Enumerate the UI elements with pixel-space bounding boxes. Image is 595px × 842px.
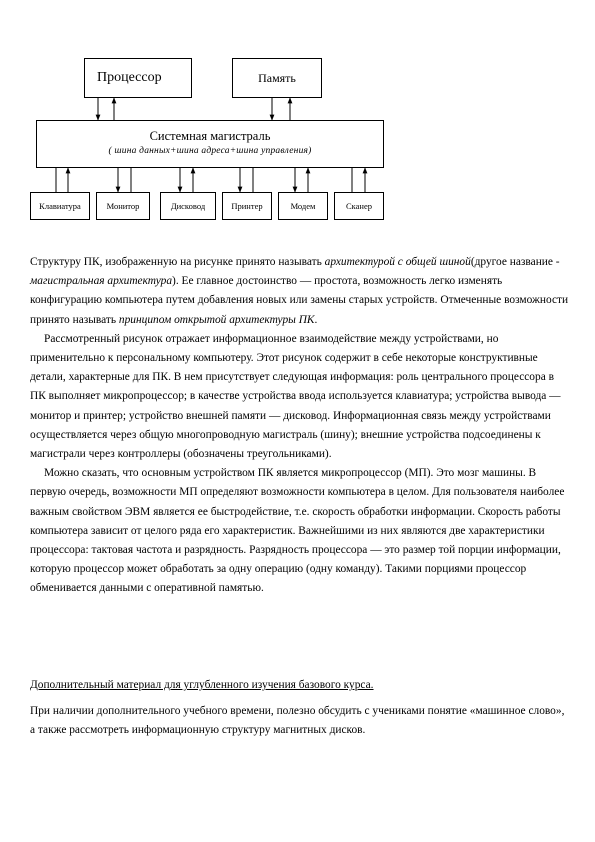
printer-connector	[240, 168, 253, 192]
device-keyboard	[30, 192, 90, 220]
device-monitor	[96, 192, 150, 220]
processor-label: Процессор	[97, 70, 162, 85]
processor-box	[84, 58, 192, 98]
system-bus-box	[36, 120, 384, 168]
device-printer	[222, 192, 272, 220]
term-open-architecture: принципом открытой архитектуры ПК	[118, 313, 315, 326]
section-heading: Дополнительный материал для углубленного изучения базового курса.	[30, 679, 374, 691]
paragraph-interaction: Рассмотренный рисунок отражает информационное взаимодействие между устройствами, но применительно к персональному компьютеру. Этот рисунок содержит в себе некоторые конструктивные детали, характерные для ПК. В нем присутствует следующая информация: роль центрального процессора в ПК выполняет микропроцессор; в качестве устройства ввода используется клавиатура; устройства вывода — монитор и принтер; устройство внешней памяти — дисковод. Информационная связь между устройствами осуществляется через общую многопроводную магистраль (шину); внешние устройства подсоединены к магистрали через контроллеры (обозначены треугольниками).	[30, 332, 561, 461]
memory-label: Память	[258, 70, 296, 85]
device-label: Сканер	[345, 201, 372, 211]
device-label: Клавиатура	[39, 201, 81, 211]
monitor-connector	[118, 168, 131, 192]
disk-connector	[180, 168, 193, 192]
device-disk-drive	[160, 192, 216, 220]
paragraph-architecture: Структуру ПК, изображенную на рисунке принято называть архитектурой с общей шиной(другое название - магистральная архитектура). Ее главное достоинство — простота, возможность легко изменять конфигурацию компьютера путем добавления новых или замены старых устройств. Отмеченные возможности принято называть принципом открытой архитектуры ПК.	[30, 256, 569, 326]
device-scanner	[334, 192, 384, 220]
device-label: Дисковод	[170, 201, 206, 211]
device-label: Принтер	[231, 201, 263, 211]
term-trunk-architecture: магистральная архитектура	[30, 275, 173, 288]
device-label: Модем	[290, 201, 316, 211]
keyboard-connector	[56, 168, 68, 192]
modem-connector	[295, 168, 308, 192]
system-bus-subtitle: ( шина данных+шина адреса+шина управления)	[108, 146, 312, 156]
paragraph-additional: При наличии дополнительного учебного времени, полезно обсудить с учениками понятие «машинное слово», а также рассмотреть информационную структуру магнитных дисков.	[30, 705, 565, 737]
term-common-bus: архитектурой с общей шиной	[324, 256, 471, 268]
paragraph-microprocessor: Можно сказать, что основным устройством ПК является микропроцессор (МП). Это мозг машины. В первую очередь, возможности МП определяют возможности компьютера в целом. Для пользователя наиболее важным свойством ЭВМ является ее быстродействие, т.е. скорость обработки информации. Скорость работы компьютера зависит от целого ряда его характеристик. Важнейшими из них являются две характеристики процессора: тактовая частота и разрядность. Разрядность процессора — это размер той порции информации, которую процессор может обработать за одну операцию (одну команду). Такими порциями процессор обменивается данными с оперативной памятью.	[30, 467, 565, 595]
body-text	[30, 253, 570, 599]
scanner-connector	[352, 168, 365, 192]
device-modem	[278, 192, 328, 220]
device-label: Монитор	[106, 201, 140, 211]
memory-box	[232, 58, 322, 98]
system-bus-title: Системная магистраль	[149, 129, 271, 143]
